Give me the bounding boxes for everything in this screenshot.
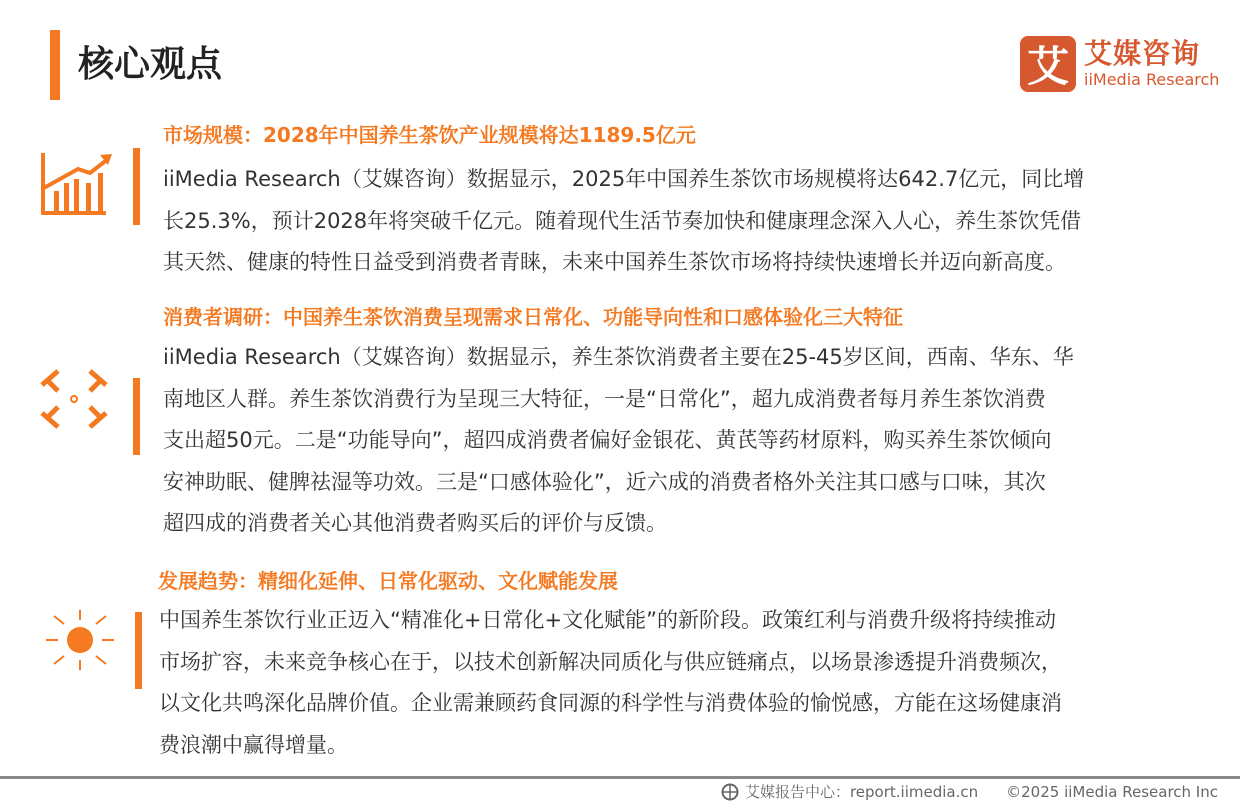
body-line: 中国养生茶饮行业正迈入“精准化+日常化+文化赋能”的新阶段。政策红利与消费升级将持续推动 [159, 608, 1056, 632]
body-line: iiMedia Research（艾媒咨询）数据显示，2025年中国养生茶饮市场规模将达642.7亿元，同比增 [163, 167, 1085, 191]
footer-site[interactable]: 艾媒报告中心：report.iimedia.cn [744, 783, 979, 801]
body-line: 长25.3%，预计2028年将突破千亿元。随着现代生活节奏加快和健康理念深入人心，养生茶饮凭借 [163, 208, 1082, 233]
section-heading-trend: 发展趋势：精细化延伸、日常化驱动、文化赋能发展 [158, 569, 618, 593]
section-bar [133, 148, 140, 225]
logo [1020, 36, 1219, 92]
body-line: 南地区人群。养生茶饮消费行为呈现三大特征，一是“日常化”，超九成消费者每月养生茶饮消费 [163, 386, 1046, 411]
focus-arrows-icon [40, 367, 108, 431]
body-line: 支出超50元。二是“功能导向”，超四成消费者偏好金银花、黄芪等药材原料，购买养生茶饮倾向 [163, 428, 1052, 452]
footer-copyright: ©2025 iiMedia Research Inc [1006, 782, 1218, 801]
section-heading-market: 市场规模：2028年中国养生茶饮产业规模将达1189.5亿元 [163, 123, 696, 147]
section-heading-consumer: 消费者调研：中国养生茶饮消费呈现需求日常化、功能导向性和口感体验化三大特征 [163, 305, 903, 329]
chart-growth-icon [40, 153, 112, 217]
footer [721, 781, 1218, 802]
body-line: 超四成的消费者关心其他消费者购买后的评价与反馈。 [163, 511, 667, 535]
body-line: 其天然、健康的特性日益受到消费者青睐，未来中国养生茶饮市场将持续快速增长并迈向新高度。 [163, 250, 1066, 274]
logo-en: iiMedia Research [1084, 70, 1220, 89]
sun-icon [44, 608, 116, 672]
section-bar [135, 612, 142, 689]
body-line: 以文化共鸣深化品牌价值。企业需兼顾药食同源的科学性与消费体验的愉悦感，方能在这场健康消 [159, 691, 1062, 715]
logo-cn: 艾媒咨询 [1084, 37, 1201, 70]
page-title: 核心观点 [78, 44, 223, 85]
body-line: 安神助眠、健脾祛湿等功效。三是“口感体验化”，近六成的消费者格外关注其口感与口味，其次 [163, 469, 1046, 494]
section-body-consumer [163, 337, 1074, 545]
logo-mark: 艾 [1020, 36, 1076, 92]
body-line: iiMedia Research（艾媒咨询）数据显示，养生茶饮消费者主要在25-45岁区间，西南、华东、华 [163, 345, 1074, 369]
section-body-trend [159, 600, 1062, 766]
body-line: 市场扩容，未来竞争核心在于，以技术创新解决同质化与供应链痛点，以场景渗透提升消费频次， [159, 649, 1062, 674]
section-bar [133, 378, 140, 455]
globe-icon [721, 783, 739, 801]
title-accent-bar [50, 30, 60, 100]
body-line: 费浪潮中赢得增量。 [159, 732, 348, 757]
section-body-market [163, 159, 1084, 284]
footer-divider [0, 776, 1240, 779]
